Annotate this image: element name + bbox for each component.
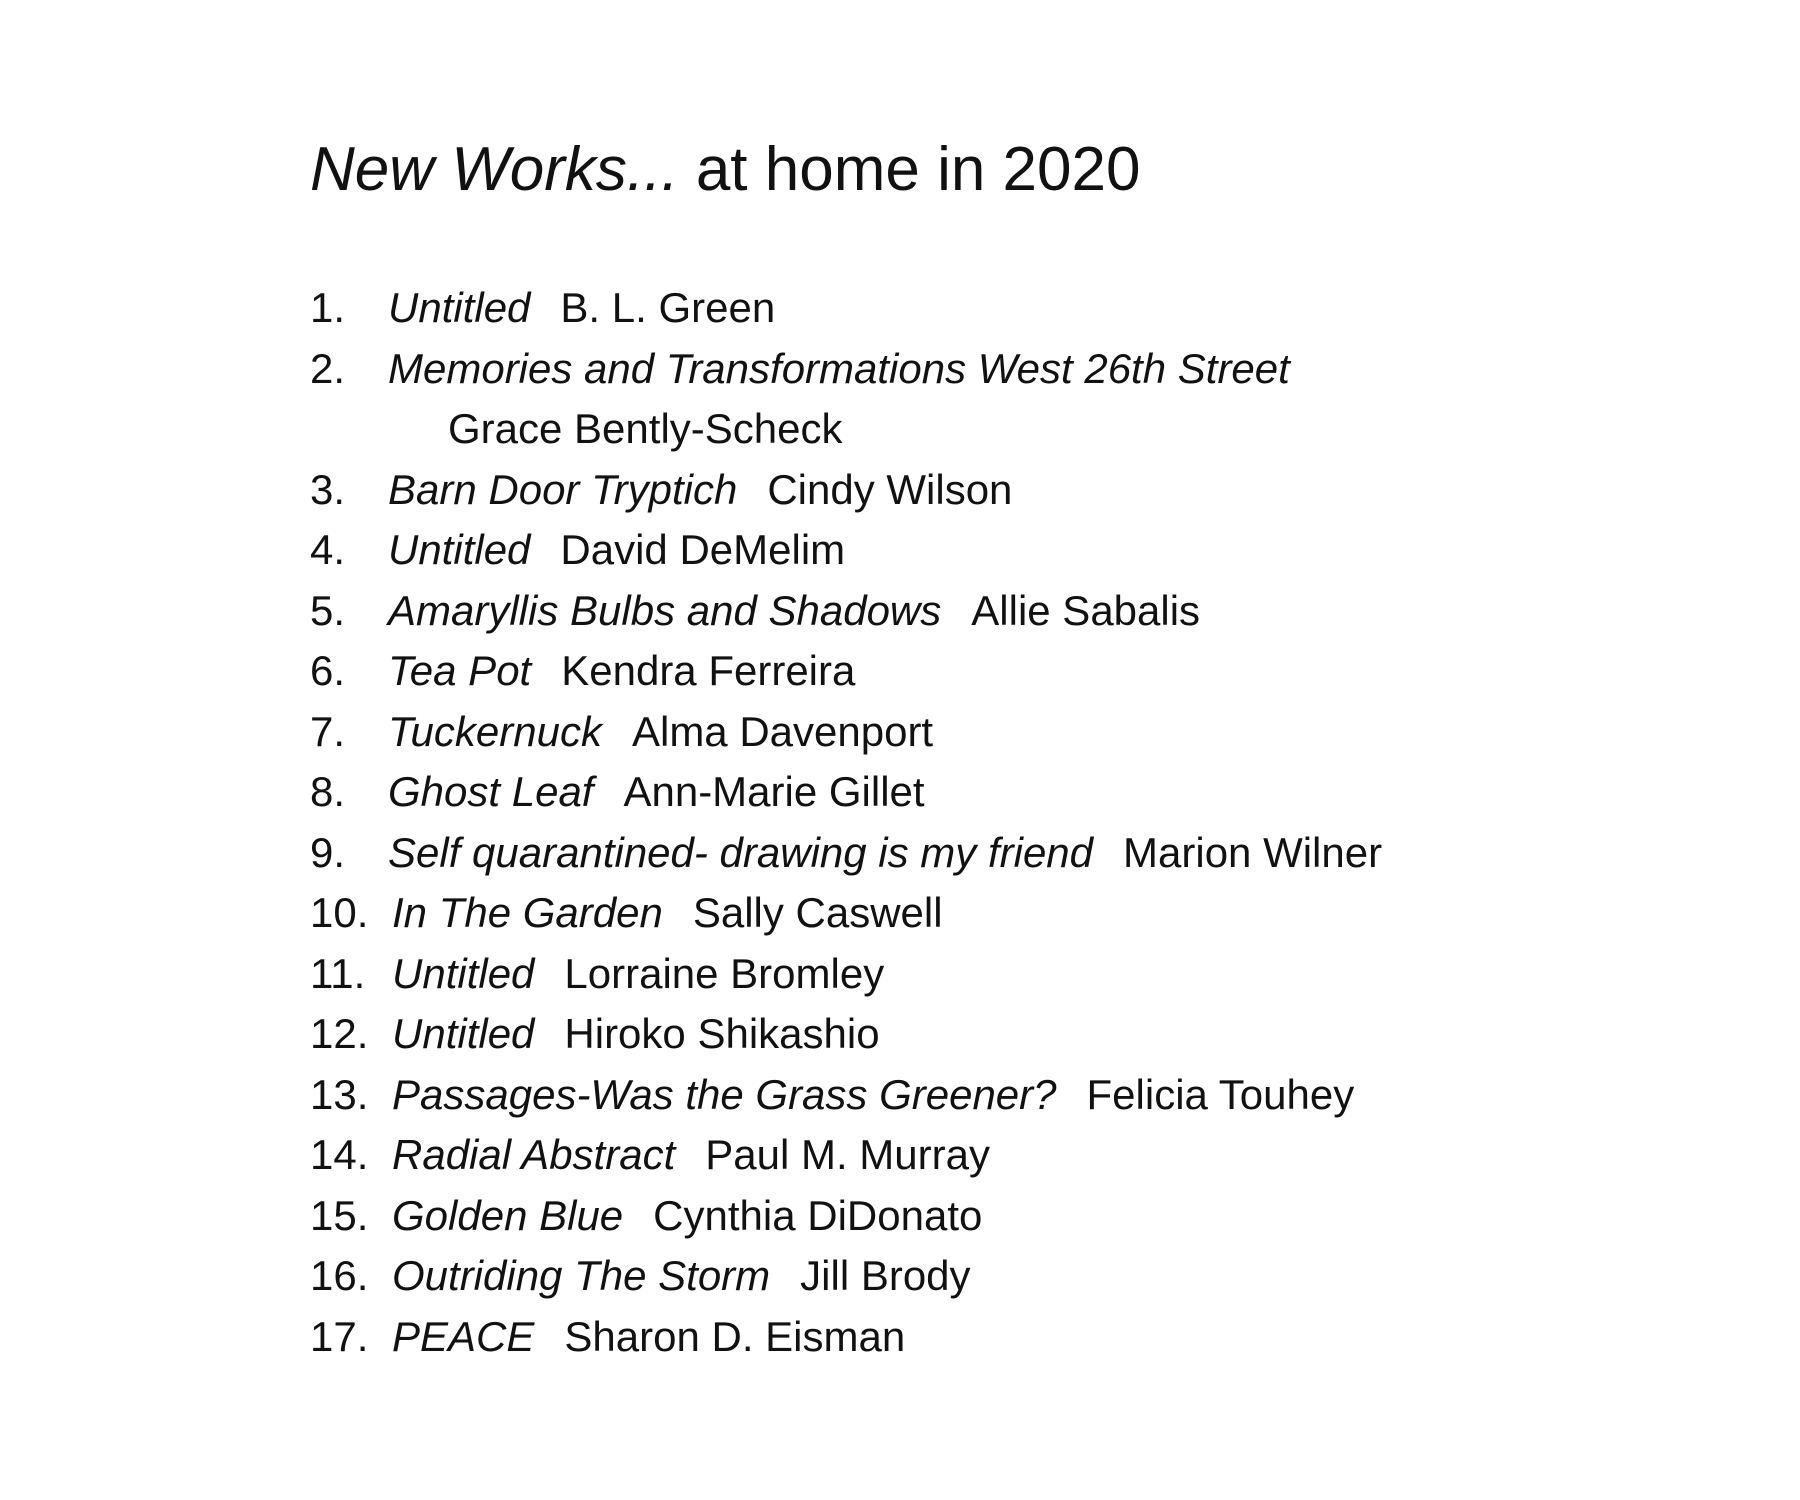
page-title-rest: at home in 2020 [678, 135, 1141, 204]
list-item [310, 883, 1610, 944]
artist-name: Lorraine Bromley [564, 949, 885, 997]
works-list-page [310, 130, 1610, 1367]
item-number: 11. [310, 949, 366, 997]
work-title: Golden Blue [392, 1191, 624, 1239]
work-title: Barn Door Tryptich [388, 465, 738, 513]
artist-name: Alma Davenport [631, 707, 934, 755]
artist-name: Felicia Touhey [1086, 1070, 1355, 1118]
item-number: 3. [310, 465, 346, 513]
work-title: In The Garden [392, 889, 663, 936]
item-number: 17. [310, 1312, 369, 1360]
work-title: Amaryllis Bulbs and Shadows [388, 586, 942, 634]
work-title: Radial Abstract [392, 1131, 676, 1178]
list-item [310, 702, 1610, 763]
list-item [310, 520, 1610, 581]
list-item [310, 762, 1610, 823]
artist-name: Cindy Wilson [767, 465, 1013, 513]
list-item [310, 460, 1610, 521]
work-title: Untitled [388, 284, 531, 331]
item-number: 2. [310, 344, 346, 392]
work-title: Ghost Leaf [388, 768, 594, 815]
artist-name: Jill Brody [800, 1252, 971, 1299]
item-number: 14. [310, 1131, 369, 1178]
item-number: 5. [310, 586, 346, 634]
item-number: 13. [310, 1070, 369, 1118]
work-title: Passages-Was the Grass Greener? [392, 1070, 1057, 1118]
artist-name: Marion Wilner [1123, 828, 1383, 876]
work-title: Tuckernuck [388, 707, 602, 755]
work-title: Outriding The Storm [392, 1252, 771, 1299]
artist-name: Hiroko Shikashio [564, 1010, 880, 1057]
item-number: 15. [310, 1191, 369, 1239]
list-item [310, 1186, 1610, 1247]
item-number: 8. [310, 768, 346, 815]
item-number: 1. [310, 284, 346, 331]
artist-name: Paul M. Murray [705, 1131, 990, 1178]
list-item [310, 944, 1610, 1005]
item-number: 4. [310, 526, 346, 573]
work-title: Untitled [392, 1010, 535, 1057]
list-item [310, 641, 1610, 702]
list-item [310, 278, 1610, 339]
work-title: PEACE [392, 1312, 535, 1360]
item-number: 6. [310, 647, 346, 694]
item-number: 9. [310, 828, 346, 876]
artist-name: Allie Sabalis [971, 586, 1201, 634]
list-item [310, 1246, 1610, 1307]
work-title: Tea Pot [388, 647, 532, 694]
artist-name: Sally Caswell [692, 889, 943, 936]
list-item [310, 1004, 1610, 1065]
artist-name: Grace Bently-Scheck [448, 405, 843, 452]
artist-name: Kendra Ferreira [561, 647, 856, 694]
artist-name: Sharon D. Eisman [564, 1312, 906, 1360]
work-title: Memories and Transformations West 26th Street [388, 344, 1290, 392]
artist-name: David DeMelim [560, 526, 846, 573]
page-title-italic: New Works... [310, 135, 679, 204]
list-item [310, 1065, 1610, 1126]
list-item [310, 823, 1610, 884]
work-title: Untitled [392, 949, 535, 997]
list-item [310, 581, 1610, 642]
item-number: 10. [310, 889, 369, 936]
item-number: 16. [310, 1252, 369, 1299]
artist-name: Ann-Marie Gillet [623, 768, 925, 815]
artist-name: Cynthia DiDonato [653, 1191, 983, 1239]
list-item [310, 1307, 1610, 1368]
works-list [310, 278, 1610, 1367]
item-number: 12. [310, 1010, 369, 1057]
item-number: 7. [310, 707, 346, 755]
list-item [310, 339, 1610, 460]
page-title [310, 130, 1610, 210]
work-title: Untitled [388, 526, 531, 573]
artist-name: B. L. Green [560, 284, 776, 331]
list-item [310, 1125, 1610, 1186]
work-title: Self quarantined- drawing is my friend [388, 828, 1094, 876]
